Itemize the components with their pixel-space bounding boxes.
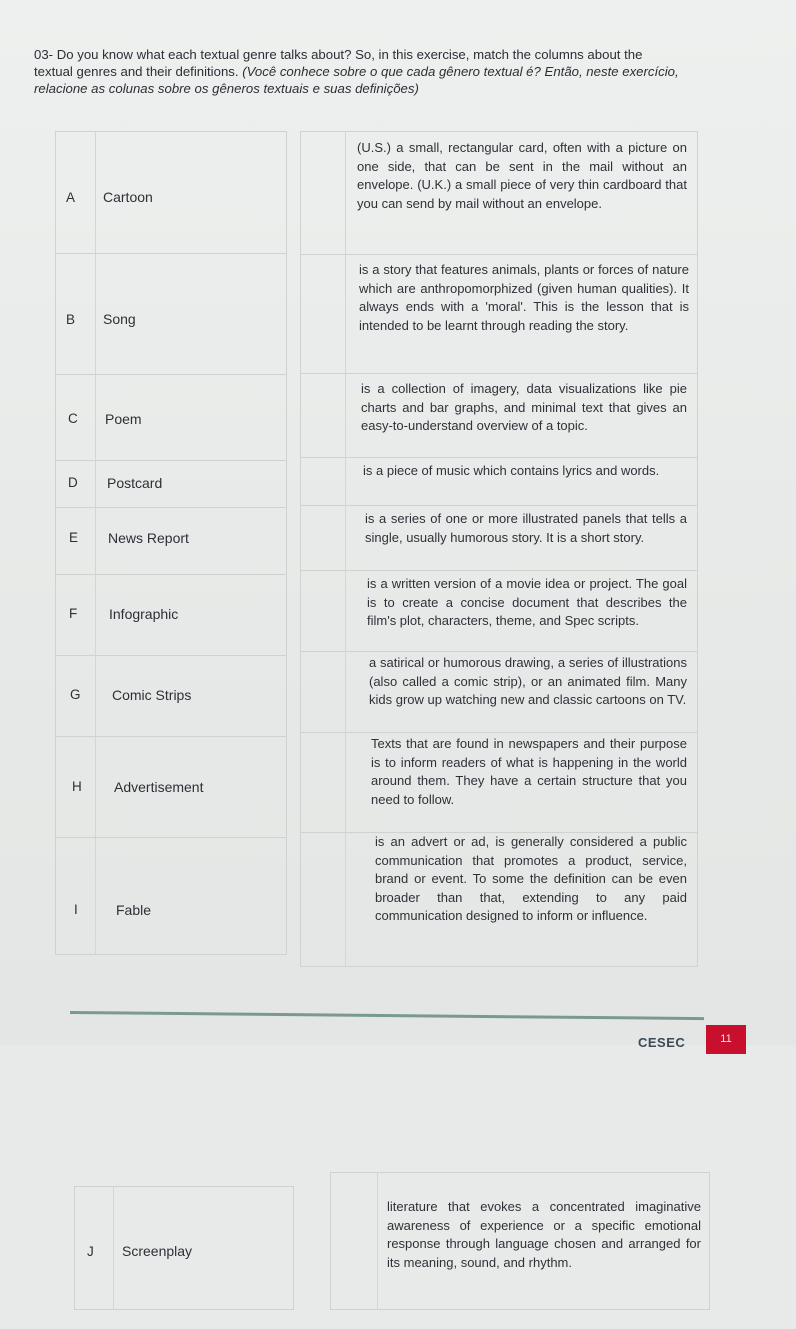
genre-name: Fable <box>116 902 152 918</box>
genres-table <box>55 131 287 955</box>
genre-name: News Report <box>108 530 189 546</box>
genre-name: Postcard <box>107 475 163 491</box>
definition-row-1 <box>301 132 697 255</box>
definition-text: is a written version of a movie idea or project. The goal is to create a concise document that describes the film's plot, characters, theme, and Spec scripts. <box>367 576 687 629</box>
definition-row-5 <box>301 506 697 571</box>
definition-text: (U.S.) a small, rectangular card, often with a picture on one side, that can be sent in the mail without an envelope. (U.K.) a small piece of very thin cardboard that you can send by mail without an envelope. <box>357 140 687 211</box>
genre-name: Infographic <box>109 606 179 622</box>
genre-letter: B <box>66 312 76 327</box>
genre-letter: C <box>68 411 78 426</box>
genre-row-g <box>56 656 286 737</box>
footer-brand: CESEC <box>638 1035 686 1050</box>
genre-row-c <box>56 375 286 461</box>
definition-text: is an advert or ad, is generally considered a public communication that promotes a product, service, brand or event. To some the definition can be even broader than that, extending to any paid communication designed to inform or influence. <box>375 834 687 924</box>
genre-letter: J <box>87 1244 94 1259</box>
definition-text: is a story that features animals, plants or forces of nature which are anthropomorphized (given human qualities). It always ends with a 'moral'. This is the lesson that is intended to be learnt through reading the story. <box>359 262 689 333</box>
genre-row-b <box>56 254 286 375</box>
definition-text: Texts that are found in newspapers and their purpose is to inform readers of what is happening in the world around them. They have a certain structure that you need to follow. <box>371 736 687 807</box>
genre-letter: F <box>69 606 78 621</box>
genre-row-e <box>56 508 286 575</box>
definition-text: is a piece of music which contains lyrics and words. <box>363 463 660 478</box>
definition-row-9 <box>301 833 697 966</box>
genre-name: Poem <box>105 411 142 427</box>
genre-name: Advertisement <box>114 779 204 795</box>
next-genres-table <box>74 1186 294 1310</box>
instructions-portuguese: (Você conhece sobre o que cada gênero textual é? Então, neste exercício, relacione as colunas sobre os gêneros textuais e suas definições) <box>34 64 679 96</box>
definition-text: a satirical or humorous drawing, a series of illustrations (also called a comic strip), or an animated film. Many kids grow up watching new and classic cartoons on TV. <box>369 655 687 708</box>
genre-letter: H <box>72 779 82 794</box>
next-definitions-column-divider <box>377 1173 378 1309</box>
genre-row-a <box>56 132 286 254</box>
page-number-badge: 11 <box>706 1025 746 1054</box>
genre-name: Cartoon <box>103 189 153 205</box>
exercise-instructions <box>34 46 684 97</box>
definition-row-7 <box>301 652 697 733</box>
definitions-table <box>300 131 698 967</box>
definition-row-8 <box>301 733 697 833</box>
genre-row-f <box>56 575 286 656</box>
definition-row-6 <box>301 571 697 652</box>
genre-letter: A <box>66 190 76 205</box>
genre-row-h <box>56 737 286 838</box>
genre-letter: E <box>69 530 79 545</box>
genre-name: Comic Strips <box>112 687 192 703</box>
instructions-english: 03- Do you know what each textual genre talks about? So, in this exercise, match the columns about the textual genres and their definitions. <box>34 47 643 79</box>
definition-text: is a series of one or more illustrated panels that tells a single, usually humorous story. It is a short story. <box>365 511 687 545</box>
genre-row-i <box>56 838 286 954</box>
definition-text: literature that evokes a concentrated imaginative awareness of experience or a specific emotional response through language chosen and arranged for its meaning, sound, and rhythm. <box>387 1199 701 1270</box>
genre-letter: G <box>70 687 81 702</box>
genre-row-d <box>56 461 286 508</box>
genre-letter: I <box>74 902 78 917</box>
definition-text: is a collection of imagery, data visualizations like pie charts and bar graphs, and minimal text that gives an easy-to-understand overview of a topic. <box>361 381 687 434</box>
definition-row-2 <box>301 255 697 374</box>
genre-name: Screenplay <box>122 1243 193 1259</box>
genre-name: Song <box>103 311 136 327</box>
definition-row-3 <box>301 374 697 458</box>
genre-letter: D <box>68 475 78 490</box>
next-definitions-table <box>330 1172 710 1310</box>
definition-row-4 <box>301 458 697 506</box>
next-genres-column-divider <box>113 1187 114 1309</box>
